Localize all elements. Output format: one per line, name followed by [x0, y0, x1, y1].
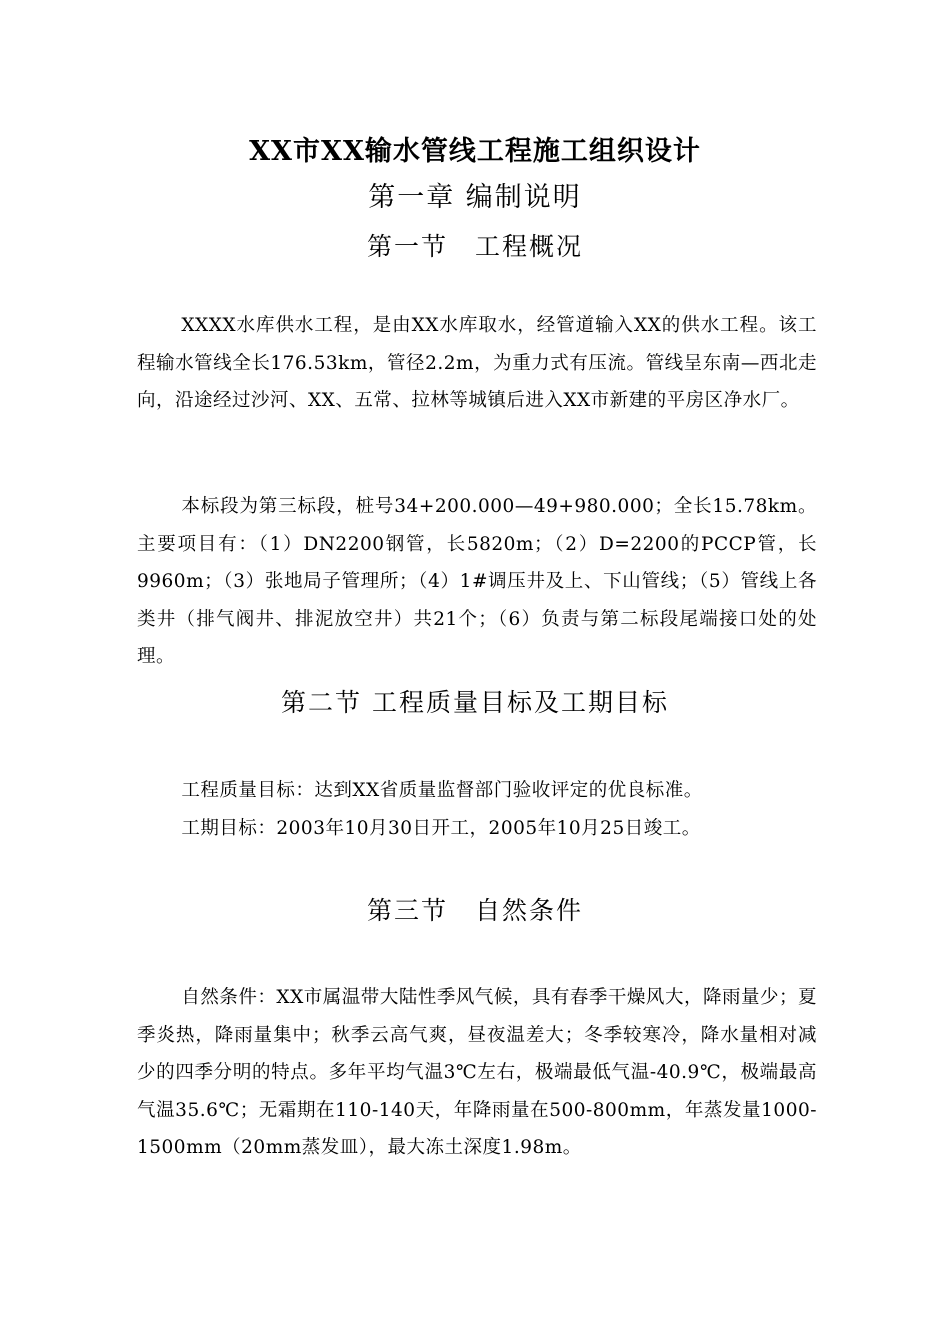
paragraph-natural-conditions: [137, 979, 817, 1167]
paragraph-text: 本标段为第三标段，桩号34+200.000—49+980.000；全长15.78km。主要项目有：（1）DN2200钢管，长5820m；（2）D=2200的PCCP管，长9960m；（3）张地局子管理所；（4）1#调压井及上、下山管线；（5）管线上各类井（排气阀井、排泥放空井）共21个；（6）负责与第二标段尾端接口处的处理。: [137, 496, 817, 667]
document-title: XX市XX输水管线工程施工组织设计: [249, 136, 701, 167]
section-heading-targets: 第二节 工程质量目标及工期目标: [281, 688, 669, 717]
section-heading-overview: 第一节 工程概况: [366, 232, 583, 261]
schedule-target-text: 工期目标：2003年10月30日开工，2005年10月25日竣工。: [181, 817, 701, 839]
quality-target-text: 工程质量目标：达到XX省质量监督部门验收评定的优良标准。: [181, 780, 703, 801]
paragraph-project-overview: [137, 307, 817, 420]
paragraph-bid-section: [137, 488, 817, 676]
paragraph-text: XXXX水库供水工程，是由XX水库取水，经管道输入XX的供水工程。该工程输水管线全长176.53km，管径2.2m，为重力式有压流。管线呈东南—西北走向，沿途经过沙河、XX、五常、拉林等城镇后进入XX市新建的平房区净水厂。: [137, 315, 817, 411]
paragraph-text: 自然条件：XX市属温带大陆性季风气候，具有春季干燥风大，降雨量少；夏季炎热，降雨量集中；秋季云高气爽，昼夜温差大；冬季较寒冷，降水量相对减少的四季分明的特点。多年平均气温3℃左右，极端最低气温-40.9℃，极端最高气温35.6℃；无霜期在110-140天，年降雨量在500-800mm，年蒸发量1000-1500mm（20mm蒸发皿），最大冻土深度1.98m。: [137, 987, 817, 1158]
paragraph-targets: [137, 772, 817, 847]
section-heading-natural-conditions: 第三节 自然条件: [366, 896, 583, 925]
chapter-heading: 第一章 编制说明: [368, 182, 582, 213]
